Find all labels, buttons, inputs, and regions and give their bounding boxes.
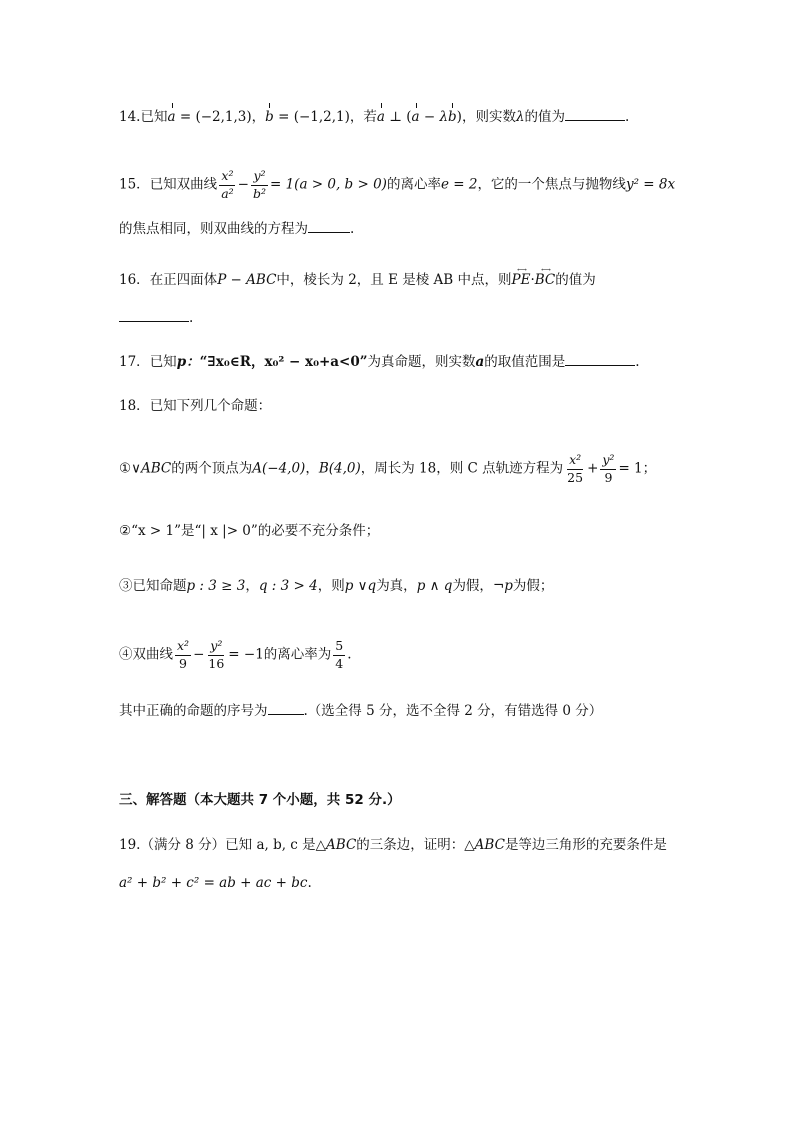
- vector-b: b: [265, 109, 274, 125]
- vector-a: a: [167, 109, 176, 125]
- question-16-line-2: .: [119, 308, 193, 328]
- fraction: $\frac{\text{y²}}{9}$: [602, 452, 615, 485]
- answer-blank: [268, 702, 304, 715]
- vector-pe: ←→ PE: [512, 270, 531, 290]
- proposition: “∃x₀∈R，x₀² − x₀+a<0”: [199, 354, 368, 370]
- question-16: 16．在正四面体P − ABC中，棱长为 2，且 E 是棱 AB 中点，则←→ PE·←→ BC的值为: [119, 270, 596, 290]
- answer-blank: [565, 108, 625, 121]
- question-number: 16．: [119, 272, 150, 288]
- question-19: 19.（满分 8 分）已知 a, b, c 是△ABC的三条边，证明：△ABC是等边三角形的充要条件是: [119, 837, 667, 853]
- question-15-line-2: 的焦点相同，则双曲线的方程为 .: [119, 221, 355, 237]
- answer-blank: [119, 309, 189, 322]
- fraction: $\frac{\text{x²}}{9}$: [177, 638, 190, 671]
- proposition-4: ④双曲线 $\frac{\text{x²}}{9}$ − $\frac{\text{y²}}{16}$ = −1的离心率为 $\frac{5}{4}$ .: [119, 638, 352, 671]
- proposition-1: ①∨ABC的两个顶点为A(−4,0)，B(4,0)，周长为 18，则 C 点轨迹方程为 $\frac{\text{x²}}{25}$ + $\frac{\text{y²}}{9}$ = 1；: [119, 452, 657, 485]
- section-heading: 三、解答题（本大题共 7 个小题，共 52 分.）: [119, 792, 401, 808]
- question-number: 17．: [119, 354, 150, 370]
- question-17: 17．已知p：“∃x₀∈R，x₀² − x₀+a<0”为真命题，则实数a的取值范围是 .: [119, 354, 640, 370]
- fraction: $\frac{\text{x²}}{\text{a²}}$: [221, 168, 234, 201]
- question-number: 15．: [119, 176, 150, 193]
- answer-blank: [565, 353, 635, 366]
- question-14: 14.已知a = (−2,1,3)，b = (−1,2,1)，若a ⊥ (a − λb)，则实数λ的值为 .: [119, 109, 630, 125]
- fraction: $\frac{\text{y²}}{16}$: [208, 638, 225, 671]
- question-19-formula: a² + b² + c² = ab + ac + bc.: [119, 875, 312, 891]
- question-18-footer: 其中正确的命题的序号为 .（选全得 5 分，选不全得 2 分，有错选得 0 分）: [119, 703, 603, 719]
- question-number: 18．: [119, 398, 150, 414]
- answer-blank: [308, 220, 350, 233]
- fraction: $\frac{\text{x²}}{25}$: [567, 452, 584, 485]
- question-number: 19.: [119, 837, 141, 853]
- vector-bc: ←→ BC: [535, 270, 556, 290]
- question-number: 14.: [119, 109, 141, 125]
- proposition-2: ②“x > 1”是“| x |> 0”的必要不充分条件；: [119, 523, 380, 539]
- question-15: 15．已知双曲线 $\frac{\text{x²}}{\text{a²}}$ − $\frac{\text{y²}}{\text{b²}}$ = 1(a > 0, b > 0)的离心率e = 2，它的一个焦点与抛物线y² = 8x: [119, 168, 676, 201]
- fraction: $\frac{5}{4}$: [335, 638, 344, 671]
- proposition-3: ③已知命题p : 3 ≥ 3，q : 3 > 4，则p ∨q为真，p ∧ q为假，¬p为假；: [119, 578, 554, 594]
- formula: a² + b² + c² = ab + ac + bc: [119, 875, 308, 891]
- fraction: $\frac{\text{y²}}{\text{b²}}$: [252, 168, 266, 201]
- question-18: 18．已知下列几个命题：: [119, 398, 272, 414]
